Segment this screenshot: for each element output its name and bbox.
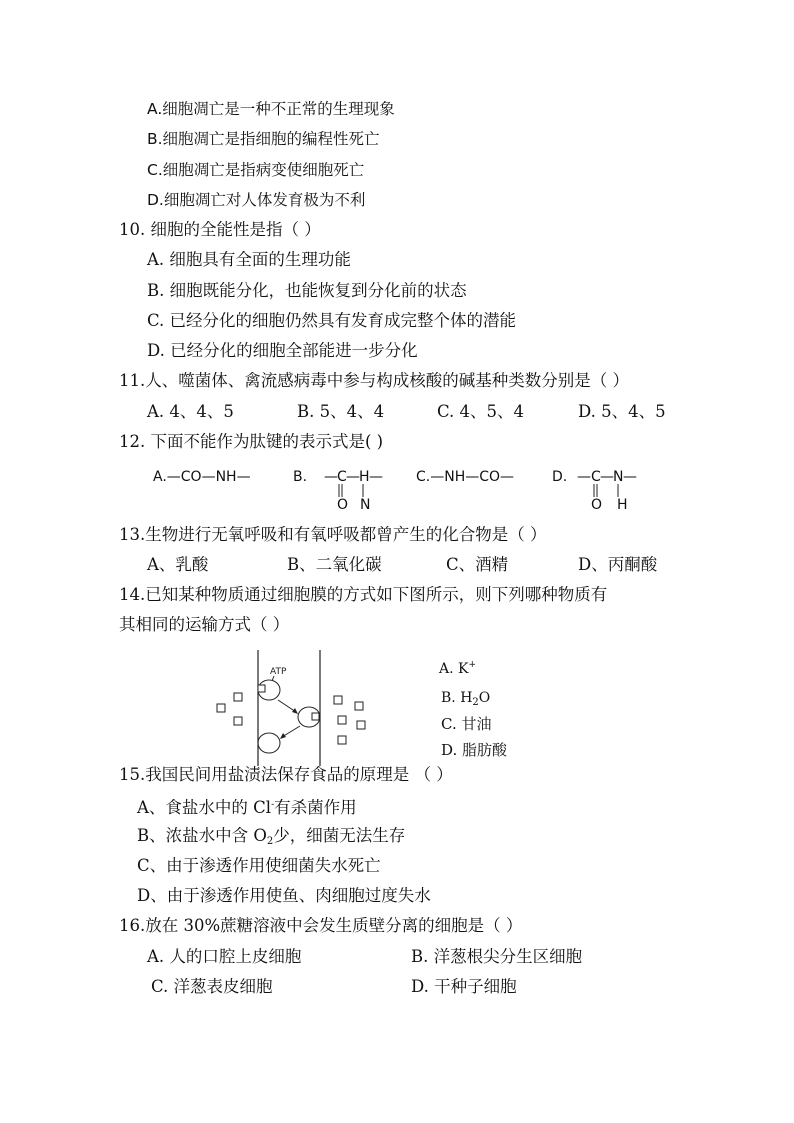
q12-option-b-label: B.: [293, 469, 308, 485]
q15-option-a: A、食盐水中的 Cl-有杀菌作用: [137, 798, 357, 817]
q12-option-d-c: C: [591, 469, 601, 485]
q16-stem: 16.放在 30%蔗糖溶液中会发生质壁分离的细胞是（ ）: [119, 916, 523, 935]
q12-option-d-n: N: [613, 469, 624, 485]
q15-option-c: C、由于渗透作用使细菌失水死亡: [137, 856, 381, 875]
q13-option-a: A、乳酸: [147, 555, 209, 574]
q11-option-d: D. 5、4、5: [578, 402, 666, 421]
q12-option-d-dash2: —: [600, 469, 614, 485]
q16-option-b: B. 洋葱根尖分生区细胞: [411, 947, 583, 966]
q14-option-d: D. 脂肪酸: [441, 741, 508, 759]
q11-option-b: B. 5、4、4: [297, 402, 385, 421]
q12-option-b-n: N: [360, 497, 371, 513]
q12-option-b-dash2: —: [346, 469, 360, 485]
q10-option-d: D. 已经分化的细胞全部能进一步分化: [147, 341, 418, 360]
q10-option-c: C. 已经分化的细胞仍然具有发育成完整个体的潜能: [147, 311, 517, 330]
q15-option-b: B、浓盐水中含 $O_2$少，细菌无法生存: [137, 826, 406, 847]
q12-option-d-dash3: —: [623, 469, 637, 485]
q12-stem: 12. 下面不能作为肽键的表示式是( ): [119, 432, 384, 451]
q12-option-d-o: O: [591, 497, 603, 513]
q12-option-c: C.—NH—CO—: [416, 469, 515, 485]
q12-bond-lines: [300, 480, 640, 500]
q12-option-b-c: C: [337, 469, 347, 485]
q14-option-a: A. K+: [439, 660, 477, 677]
q12-option-d-h: H: [617, 497, 628, 513]
q14-atp-label: ATP: [270, 667, 287, 677]
q13-option-c: C、酒精: [446, 555, 509, 574]
q11-option-c: C. 4、5、4: [437, 402, 525, 421]
q13-stem: 13.生物进行无氧呼吸和有氧呼吸都曾产生的化合物是（ ）: [119, 525, 547, 544]
q14-option-c: C. 甘油: [441, 715, 492, 733]
q11-option-a: A. 4、4、5: [147, 402, 234, 421]
q9-option-c: C.细胞凋亡是指病变使细胞死亡: [147, 161, 365, 179]
q9-option-d: D.细胞凋亡对人体发育极为不利: [147, 191, 366, 209]
q10-option-a: A. 细胞具有全面的生理功能: [147, 250, 351, 269]
q12-option-d-label: D.: [552, 469, 568, 485]
q13-option-b: B、二氧化碳: [287, 555, 382, 574]
q14-stem-line1: 14.已知某种物质通过细胞膜的方式如下图所示，则下列哪种物质有: [119, 585, 608, 604]
q10-option-b: B. 细胞既能分化，也能恢复到分化前的状态: [147, 281, 467, 300]
q15-option-d: D、由于渗透作用使鱼、肉细胞过度失水: [137, 886, 431, 905]
q12-option-b-dash3: —: [369, 469, 383, 485]
q14-option-b: B. $H_2O$: [441, 690, 491, 708]
q9-option-a: A.细胞凋亡是一种不正常的生理现象: [147, 100, 395, 118]
q12-option-d-dash1: —: [577, 469, 591, 485]
q12-option-b-dash1: —: [324, 469, 338, 485]
q12-option-b-h: H: [359, 469, 370, 485]
q14-membrane-diagram: [210, 648, 380, 768]
q11-stem: 11.人、噬菌体、禽流感病毒中参与构成核酸的碱基种类数分别是（ ）: [119, 371, 629, 390]
q16-option-a: A. 人的口腔上皮细胞: [147, 947, 302, 966]
q16-option-d: D. 干种子细胞: [411, 977, 517, 996]
q10-stem: 10. 细胞的全能性是指（ ）: [119, 220, 321, 239]
q12-option-a: A.—CO—NH—: [153, 469, 251, 485]
q16-option-c: C. 洋葱表皮细胞: [151, 977, 273, 996]
q15-stem: 15.我国民间用盐渍法保存食品的原理是 （ ）: [119, 765, 453, 784]
q12-option-b-o: O: [337, 497, 349, 513]
q14-stem-line2: 其相同的运输方式（ ）: [119, 615, 290, 634]
q9-option-b: B.细胞凋亡是指细胞的编程性死亡: [147, 130, 380, 148]
q13-option-d: D、丙酮酸: [578, 555, 658, 574]
